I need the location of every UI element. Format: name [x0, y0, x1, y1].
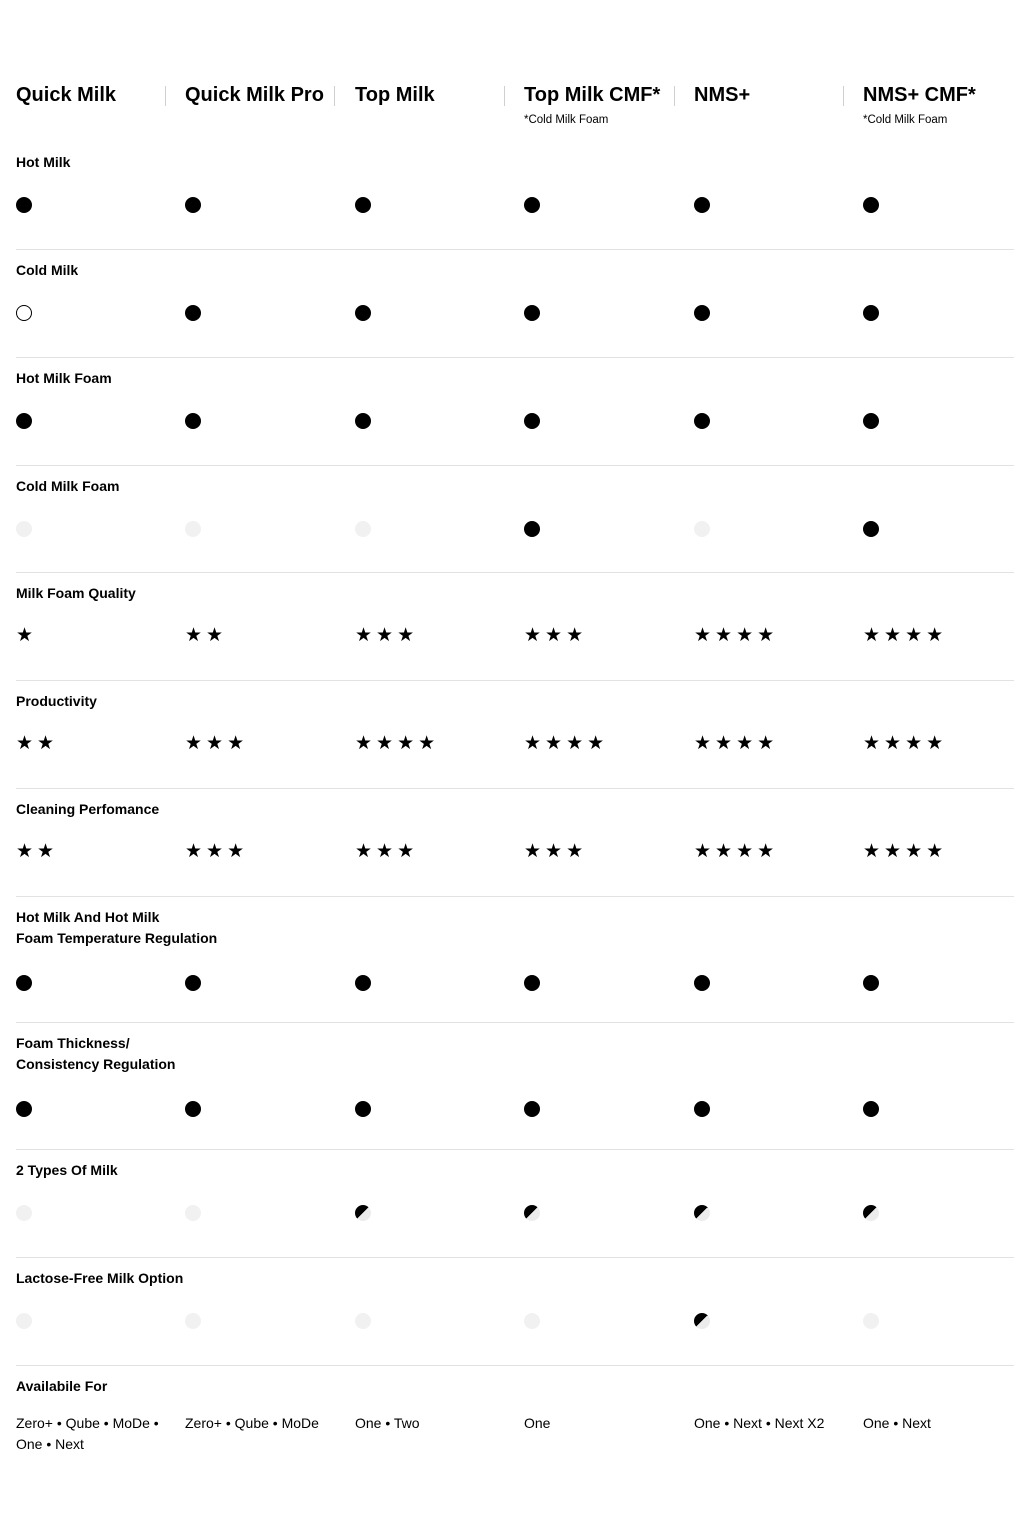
- column-divider: [674, 86, 675, 106]
- none-circle-icon: [355, 521, 371, 537]
- star-rating: ★★★★: [863, 733, 948, 754]
- table-cell: [16, 1099, 166, 1119]
- table-cell: [863, 195, 1013, 215]
- star-rating: ★★★★: [863, 841, 948, 862]
- table-cell: [16, 734, 166, 754]
- row-divider: [16, 788, 1014, 789]
- availability-models: Zero+ • Qube • MoDe: [185, 1415, 319, 1431]
- availability-models: Zero+ • Qube • MoDe • One • Next: [16, 1415, 159, 1452]
- row-divider: [16, 1149, 1014, 1150]
- column-header-top-milk-cmf: [524, 82, 660, 127]
- table-cell: [863, 411, 1013, 431]
- table-cell: [355, 1099, 505, 1119]
- row-divider: [16, 465, 1014, 466]
- full-circle-icon: [16, 413, 32, 429]
- none-circle-icon: [16, 521, 32, 537]
- row-divider: [16, 1365, 1014, 1366]
- star-rating: ★★★: [524, 625, 588, 646]
- table-cell: [694, 195, 844, 215]
- none-circle-icon: [863, 1313, 879, 1329]
- full-circle-icon: [16, 197, 32, 213]
- star-rating: ★: [16, 625, 38, 646]
- partial-circle-icon: [524, 1205, 540, 1221]
- column-title: Quick Milk Pro: [185, 84, 324, 106]
- full-circle-icon: [524, 413, 540, 429]
- partial-circle-icon: [863, 1205, 879, 1221]
- table-cell: [355, 973, 505, 993]
- table-cell: [524, 519, 674, 539]
- table-cell: [185, 842, 335, 862]
- table-cell: [524, 411, 674, 431]
- table-cell: [694, 303, 844, 323]
- full-circle-icon: [863, 521, 879, 537]
- table-cell: [185, 411, 335, 431]
- full-circle-icon: [185, 413, 201, 429]
- full-circle-icon: [694, 1101, 710, 1117]
- star-rating: ★★: [16, 841, 59, 862]
- column-footnote: *Cold Milk Foam: [524, 114, 609, 126]
- table-cell: [524, 1311, 674, 1331]
- table-cell: [355, 195, 505, 215]
- table-cell: [16, 973, 166, 993]
- feature-label-hot-milk: Hot Milk: [16, 154, 71, 170]
- table-cell: [16, 411, 166, 431]
- full-circle-icon: [185, 197, 201, 213]
- column-header-nms-cmf: [863, 82, 976, 127]
- full-circle-icon: [185, 305, 201, 321]
- table-cell: [524, 842, 674, 862]
- table-cell: [863, 1203, 1013, 1223]
- table-cell: [694, 411, 844, 431]
- row-divider: [16, 249, 1014, 250]
- full-circle-icon: [16, 1101, 32, 1117]
- none-circle-icon: [185, 1313, 201, 1329]
- table-cell: [863, 842, 1013, 862]
- full-circle-icon: [863, 975, 879, 991]
- column-header-quick-milk-pro: [185, 82, 324, 108]
- full-circle-icon: [524, 1101, 540, 1117]
- row-divider: [16, 1022, 1014, 1023]
- table-cell: [185, 973, 335, 993]
- table-cell: [355, 303, 505, 323]
- feature-label-foam-thickness-consistency-regulation: Foam Thickness/ Consistency Regulation: [16, 1035, 176, 1072]
- full-circle-icon: [185, 975, 201, 991]
- table-cell: [185, 626, 335, 646]
- table-cell: [524, 1099, 674, 1119]
- table-cell: [524, 303, 674, 323]
- column-header-quick-milk: [16, 82, 116, 108]
- star-rating: ★★★★: [863, 625, 948, 646]
- table-cell: [16, 519, 166, 539]
- star-rating: ★★★: [355, 841, 419, 862]
- table-cell: [694, 1099, 844, 1119]
- none-circle-icon: [524, 1313, 540, 1329]
- table-cell: [694, 1311, 844, 1331]
- table-cell: [355, 411, 505, 431]
- table-cell: [863, 626, 1013, 646]
- table-cell: [355, 842, 505, 862]
- table-cell: [185, 1099, 335, 1119]
- table-cell: [694, 842, 844, 862]
- table-cell: [355, 1203, 505, 1223]
- column-title: Top Milk CMF*: [524, 84, 661, 106]
- none-circle-icon: [185, 521, 201, 537]
- comparison-header: [0, 82, 1030, 142]
- none-circle-icon: [185, 1205, 201, 1221]
- feature-label-hot-milk-and-hot-milk-foam-temperature-regulation: Hot Milk And Hot Milk Foam Temperature Regulation: [16, 909, 218, 946]
- full-circle-icon: [355, 305, 371, 321]
- star-rating: ★★: [16, 733, 59, 754]
- star-rating: ★★★★: [694, 625, 779, 646]
- star-rating: ★★★: [185, 841, 249, 862]
- table-cell: [524, 734, 674, 754]
- row-divider: [16, 680, 1014, 681]
- full-circle-icon: [694, 305, 710, 321]
- table-cell: [863, 734, 1013, 754]
- feature-label-cleaning-perfomance: Cleaning Perfomance: [16, 801, 160, 817]
- full-circle-icon: [355, 197, 371, 213]
- feature-label-lactose-free-milk-option: Lactose-Free Milk Option: [16, 1270, 184, 1286]
- table-cell: [185, 519, 335, 539]
- partial-circle-icon: [694, 1313, 710, 1329]
- full-circle-icon: [524, 197, 540, 213]
- table-cell: [524, 1203, 674, 1223]
- full-circle-icon: [694, 975, 710, 991]
- column-title: Top Milk: [355, 84, 435, 106]
- column-title: NMS+: [694, 84, 751, 106]
- table-cell: [863, 1311, 1013, 1331]
- star-rating: ★★: [185, 625, 228, 646]
- table-cell: [863, 303, 1013, 323]
- full-circle-icon: [524, 305, 540, 321]
- none-circle-icon: [355, 1313, 371, 1329]
- star-rating: ★★★: [355, 625, 419, 646]
- partial-circle-icon: [355, 1205, 371, 1221]
- full-circle-icon: [863, 197, 879, 213]
- full-circle-icon: [355, 975, 371, 991]
- full-circle-icon: [524, 521, 540, 537]
- table-cell: [16, 1203, 166, 1223]
- star-rating: ★★★★: [524, 733, 609, 754]
- full-circle-icon: [694, 197, 710, 213]
- table-cell: [863, 973, 1013, 993]
- table-cell: [524, 973, 674, 993]
- availability-models: One • Two: [355, 1415, 420, 1431]
- full-circle-icon: [16, 975, 32, 991]
- row-divider: [16, 572, 1014, 573]
- column-divider: [165, 86, 166, 106]
- row-divider: [16, 1257, 1014, 1258]
- star-rating: ★★★: [524, 841, 588, 862]
- table-cell: [16, 195, 166, 215]
- full-circle-icon: [355, 1101, 371, 1117]
- full-circle-icon: [863, 305, 879, 321]
- full-circle-icon: [863, 1101, 879, 1117]
- full-circle-icon: [524, 975, 540, 991]
- none-circle-icon: [16, 1205, 32, 1221]
- table-cell: [863, 519, 1013, 539]
- column-divider: [334, 86, 335, 106]
- star-rating: ★★★★: [694, 841, 779, 862]
- column-divider: [504, 86, 505, 106]
- column-header-top-milk: [355, 82, 435, 108]
- empty-circle-icon: [16, 305, 32, 321]
- table-cell: [694, 734, 844, 754]
- column-title: Quick Milk: [16, 84, 117, 106]
- table-cell: [185, 734, 335, 754]
- table-cell: [355, 626, 505, 646]
- feature-label-productivity: Productivity: [16, 693, 97, 709]
- feature-label-2-types-of-milk: 2 Types Of Milk: [16, 1162, 118, 1178]
- table-cell: [185, 303, 335, 323]
- full-circle-icon: [355, 413, 371, 429]
- table-cell: [16, 842, 166, 862]
- table-cell: [16, 626, 166, 646]
- table-cell: [185, 1203, 335, 1223]
- table-cell: [694, 1203, 844, 1223]
- full-circle-icon: [694, 413, 710, 429]
- star-rating: ★★★: [185, 733, 249, 754]
- row-divider: [16, 357, 1014, 358]
- table-cell: [863, 1099, 1013, 1119]
- full-circle-icon: [863, 413, 879, 429]
- table-cell: [694, 626, 844, 646]
- column-header-nms: [694, 82, 750, 108]
- availability-models: One • Next • Next X2: [694, 1415, 825, 1431]
- feature-label-cold-milk: Cold Milk: [16, 262, 79, 278]
- feature-label-availabile-for: Availabile For: [16, 1378, 108, 1394]
- column-divider: [843, 86, 844, 106]
- feature-label-cold-milk-foam: Cold Milk Foam: [16, 478, 120, 494]
- table-cell: [355, 734, 505, 754]
- availability-models: One: [524, 1415, 551, 1431]
- table-cell: [185, 195, 335, 215]
- feature-label-milk-foam-quality: Milk Foam Quality: [16, 585, 136, 601]
- availability-models: One • Next: [863, 1415, 931, 1431]
- table-cell: [355, 1311, 505, 1331]
- star-rating: ★★★★: [355, 733, 440, 754]
- table-cell: [694, 519, 844, 539]
- table-cell: [694, 973, 844, 993]
- partial-circle-icon: [694, 1205, 710, 1221]
- column-title: NMS+ CMF*: [863, 84, 976, 106]
- table-cell: [355, 519, 505, 539]
- table-cell: [16, 303, 166, 323]
- table-cell: [16, 1311, 166, 1331]
- full-circle-icon: [185, 1101, 201, 1117]
- none-circle-icon: [694, 521, 710, 537]
- row-divider: [16, 896, 1014, 897]
- none-circle-icon: [16, 1313, 32, 1329]
- column-footnote: *Cold Milk Foam: [863, 114, 948, 126]
- table-cell: [524, 195, 674, 215]
- feature-label-hot-milk-foam: Hot Milk Foam: [16, 370, 112, 386]
- table-cell: [524, 626, 674, 646]
- star-rating: ★★★★: [694, 733, 779, 754]
- table-cell: [185, 1311, 335, 1331]
